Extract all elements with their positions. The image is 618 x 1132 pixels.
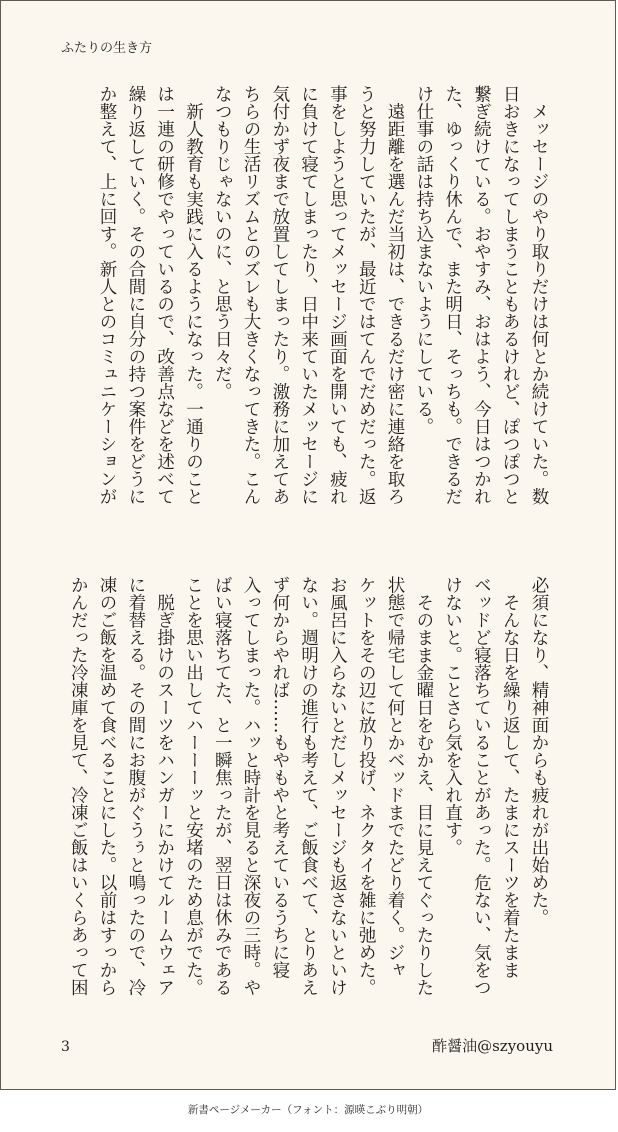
text-line: 新人教育も実践に入るようになった。一通りのこと: [183, 85, 204, 505]
generator-caption: 新書ページメーカー（フォント：源暎こぶり明朝）: [187, 1104, 429, 1116]
text-line: なつもりじゃないのに、と思う日々だ。: [212, 85, 233, 400]
text-line: 気付かず夜まで放置してしまったり。激務に加えてあ: [269, 85, 290, 505]
text-line: お風呂に入らないとだしメッセージも返さないといけ: [327, 576, 348, 996]
page-number: 3: [61, 1039, 70, 1055]
text-line: 必須になり、精神面からも疲れが出始めた。: [529, 576, 549, 926]
text-line: ない。週明けの進行も考えて、ご飯食べて、とりあえ: [298, 576, 319, 996]
text-line: に着替える。その間にお腹がぐうぅと鳴ったので、冷: [125, 576, 146, 996]
text-line: か整えて、上に回す。新人とのコミュニケーションが: [97, 85, 118, 505]
text-line: 繋ぎ続けている。おやすみ、おはよう、今日はつかれ: [471, 85, 492, 505]
text-line: そのまま金曜日をむかえ、目に見えてぐったりした: [413, 576, 434, 996]
text-line: ことを思い出してハーーーッと安堵のため息がでた。: [183, 576, 204, 996]
text-line: 日おきになってしまうこともあるけれど、ぽつぽつと: [500, 85, 521, 505]
text-line: 遠距離を選んだ当初は、できるだけ密に連絡を取ろ: [385, 85, 406, 505]
text-line: ベッドど寝落ちていることがあった。危ない、気をつ: [471, 576, 492, 996]
running-title: ふたりの生き方: [61, 41, 153, 56]
author-credit: 酢醤油@szyouyu: [432, 1037, 553, 1055]
text-line: に負けて寝てしまったり、日中来ていたメッセージに: [298, 85, 319, 505]
text-line: ばい寝落ちてた、と一瞬焦ったが、翌日は休みである: [212, 576, 233, 996]
text-line: けないと。ことさら気を入れ直す。: [442, 576, 463, 856]
text-line: そんな日を繰り返して、たまにスーツを着たまま: [500, 576, 521, 979]
text-line: メッセージのやり取りだけは何とか続けていた。数: [529, 85, 549, 505]
text-line: ケットをその辺に放り投げ、ネクタイを雑に弛めた。: [356, 576, 377, 996]
text-line: た、ゆっくり休んで、また明日、そっちも。できるだ: [442, 85, 463, 505]
text-line: 脱ぎ掛けのスーツをハンガーにかけてルームウェア: [154, 576, 175, 996]
text-line: ちらの生活リズムとのズレも大きくなってきた。こん: [241, 85, 262, 505]
text-line: かんだった冷凍庫を見て、冷凍ご飯はいくらあって困: [68, 576, 89, 996]
text-line: け仕事の話は持ち込まないようにしている。: [413, 85, 434, 435]
text-line: うと努力していたが、最近ではてんでだめだった。返: [356, 85, 377, 505]
text-block-bottom: [53, 576, 553, 996]
text-block-top: [53, 85, 553, 565]
text-line: 繰り返していく。その合間に自分の持つ案件をどうに: [125, 85, 146, 505]
text-line: 凍のご飯を温めて食べることにした。以前はすっから: [97, 576, 118, 996]
text-line: 状態で帰宅して何とかベッドまでたどり着く。ジャ: [385, 576, 406, 979]
text-line: は一連の研修でやっているので、改善点などを述べて: [154, 85, 175, 505]
text-line: ず何からやれば……もやもやと考えているうちに寝: [269, 576, 290, 979]
text-line: 入ってしまった。ハッと時計を見ると深夜の三時。や: [241, 576, 262, 996]
text-line: 事をしようと思ってメッセージ画面を開いても、疲れ: [327, 85, 348, 505]
